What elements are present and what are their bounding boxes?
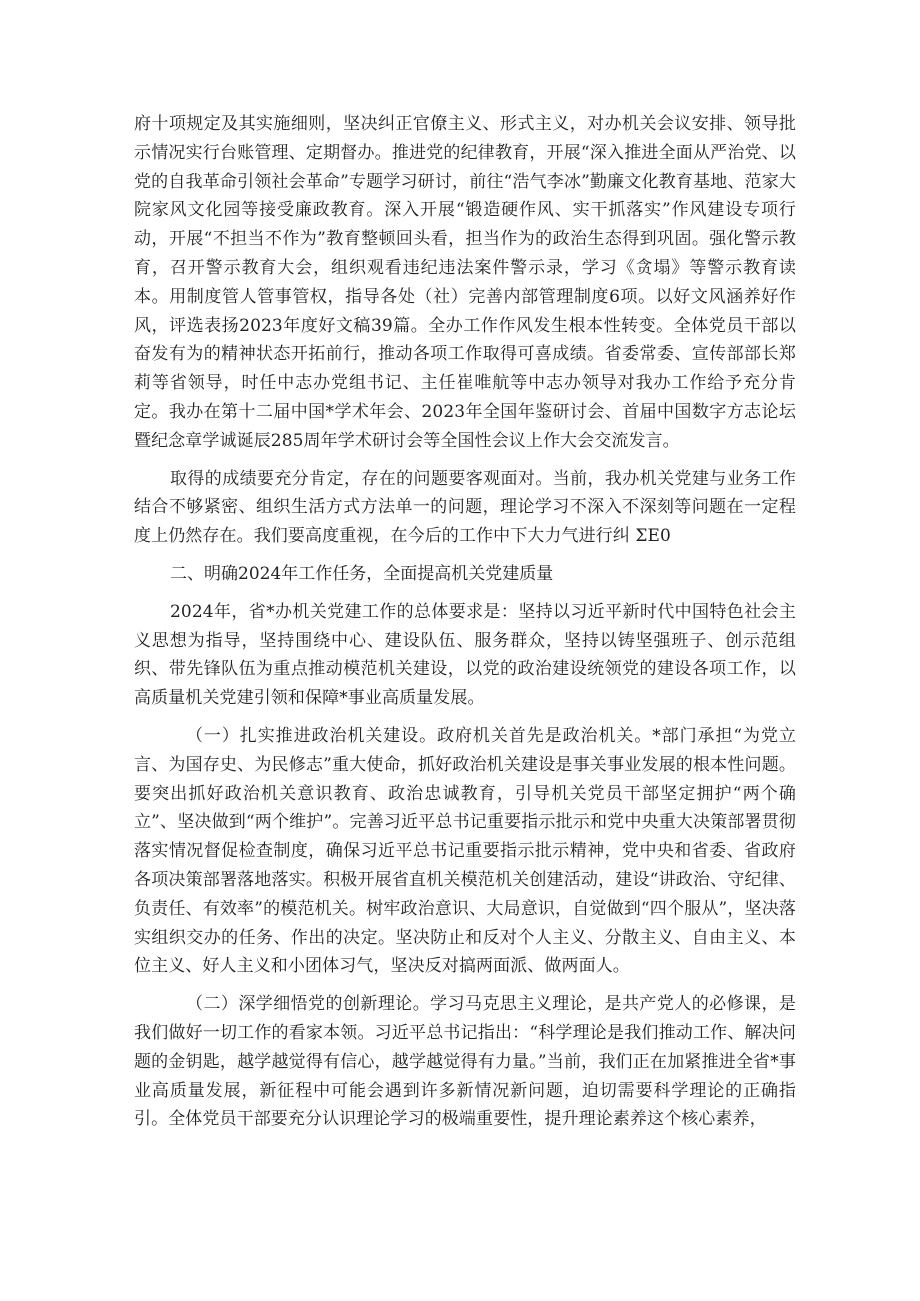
section-heading-2024-tasks: 二、明确2024年工作任务，全面提高机关党建质量 — [170, 563, 554, 584]
paragraph-innovative-theory: （二）深学细悟党的创新理论。学习马克思主义理论，是共产党人的必修课，是我们做好一切工作的看家本领。习近平总书记指出：“科学理论是我们推动工作、解决问题的金钥匙，越学越觉得有信心，越学越觉得有力量。”当前，我们正在加紧推进全省*事业高质量发展，新征程中可能会遇到许多新情况新问题，迫切需要科学理论的正确指引。全体党员干部要充分认识理论学习的极端重要性，提升理论素养这个核心素养， — [134, 994, 796, 1130]
document-body — [134, 110, 796, 1143]
paragraph-political-organ-building: （一）扎实推进政治机关建设。政府机关首先是政治机关。*部门承担“为党立言、为国存史、为民修志”重大使命，抓好政治机关建设是事关事业发展的根本性问题。要突出抓好政治机关意识教育、政治忠诚教育，引导机关党员干部坚定拥护“两个确立”、坚决做到“两个维护”。完善习近平总书记重要指示批示和党中央重大决策部署贯彻落实情况督促检查制度，确保习近平总书记重要指示批示精神，党中央和省委、省政府各项决策部署落地落实。积极开展省直机关模范机关创建活动，建设“讲政治、守纪律、负责任、有效率”的模范机关。树牢政治意识、大局意识，自觉做到“四个服从”，坚决落实组织交办的任务、作出的决定。坚决防止和反对个人主义、分散主义、自由主义、本位主义、好人主义和小团体习气，坚决反对搞两面派、做两面人。 — [134, 725, 796, 977]
paragraph-achievements-problems: 取得的成绩要充分肯定，存在的问题要客观面对。当前，我办机关党建与业务工作结合不够紧密、组织生活方式方法单一的问题，理论学习不深入不深刻等问题在一定程度上仍然存在。我们要高度重视，在今后的工作中下大力气进行纠 ΣE0 — [134, 468, 796, 547]
paragraph-2024-requirements: 2024年，省*办机关党建工作的总体要求是：坚持以习近平新时代中国特色社会主义思想为指导，坚持围绕中心、建设队伍、服务群众，坚持以铸坚强班子、创示范组织、带先锋队伍为重点推动模范机关建设，以党的政治建设统领党的建设各项工作，以高质量机关党建引领和保障*事业高质量发展。 — [134, 601, 796, 709]
paragraph-continuation: 府十项规定及其实施细则，坚决纠正官僚主义、形式主义，对办机关会议安排、领导批示情况实行台账管理、定期督办。推进党的纪律教育，开展“深入推进全面从严治党、以党的自我革命引领社会革命”专题学习研讨，前往“浩气李冰”勤廉文化教育基地、范家大院家风文化园等接受廉政教育。深入开展“锻造硬作风、实干抓落实”作风建设专项行动，开展“不担当不作为”教育整顿回头看，担当作为的政治生态得到巩固。强化警示教育，召开警示教育大会，组织观看违纪违法案件警示录，学习《贪塌》等警示教育读本。用制度管人管事管权，指导各处（社）完善内部管理制度6项。以好文风涵养好作风，评选表扬2023年度好文稿39篇。全办工作作风发生根本性转变。全体党员干部以奋发有为的精神状态开拓前行，推动各项工作取得可喜成绩。省委常委、宣传部部长郑莉等省领导，时任中志办党组书记、主任崔唯航等中志办领导对我办工作给予充分肯定。我办在第十二届中国*学术年会、2023年全国年鉴研讨会、首届中国数字方志论坛暨纪念章学诚诞辰285周年学术研讨会等全国性会议上作大会交流发言。 — [134, 114, 796, 451]
